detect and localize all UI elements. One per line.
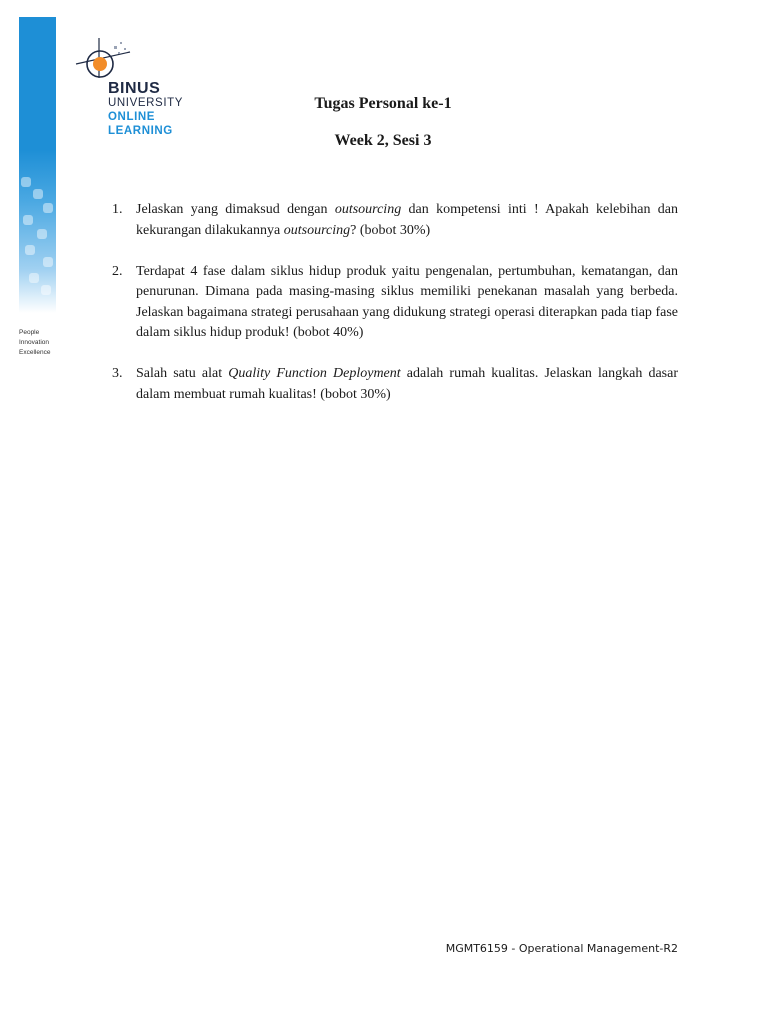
question-item — [112, 200, 678, 241]
question-text-part: Jelaskan yang dimaksud dengan — [136, 202, 335, 217]
question-number: 1. — [112, 202, 123, 217]
question-item — [112, 364, 678, 405]
question-term-italic: outsourcing — [283, 222, 351, 238]
footer-course: MGMT6159 - Operational Management-R2 — [445, 942, 678, 955]
binus-emblem-icon — [74, 36, 134, 86]
question-text — [136, 264, 678, 341]
question-number: 2. — [112, 263, 123, 279]
logo-learning: LEARNING — [108, 125, 173, 137]
tagline-people: People — [19, 329, 40, 336]
logo-online: ONLINE — [108, 111, 156, 123]
side-color-bar — [19, 17, 56, 313]
tagline — [19, 328, 50, 358]
tagline-excellence: Excellence — [19, 349, 51, 356]
question-text-part: Salah satu alat — [136, 366, 229, 381]
question-text-part: ? (bobot 30%) — [350, 222, 431, 238]
question-term-italic: Quality Function Deployment — [228, 366, 401, 381]
question-list — [112, 200, 678, 426]
binus-logo — [74, 36, 194, 141]
page-title: Tugas Personal ke-1 — [314, 95, 452, 112]
question-text — [136, 202, 678, 238]
question-text — [136, 366, 678, 402]
logo-university: UNIVERSITY — [108, 97, 184, 109]
question-text-part: dan kompetensi inti ! Apakah kelebihan dan kekurangan dilakukannya — [136, 202, 678, 238]
question-item — [112, 262, 678, 344]
question-number: 3. — [112, 366, 123, 381]
page-subtitle: Week 2, Sesi 3 — [334, 132, 432, 149]
question-term-italic: outsourcing — [334, 202, 402, 217]
logo-binus: BINUS — [108, 80, 161, 97]
question-text-part: Terdapat 4 fase dalam siklus hidup produk yaitu pengenalan, pertumbuhan, kematangan, dan penurunan. Dimana pada masing-masing siklus memiliki penekanan masalah yang berbeda. Jelaskan bagaimana strategi perusahaan yang didukung strategi operasi diterapkan pada tiap fase dalam siklus hidup produk! (bobot 40%) — [136, 263, 678, 340]
tagline-innovation: Innovation — [19, 339, 49, 346]
question-text-part: adalah rumah kualitas. Jelaskan langkah dasar dalam membuat rumah kualitas! (bobot 30%) — [136, 366, 678, 402]
